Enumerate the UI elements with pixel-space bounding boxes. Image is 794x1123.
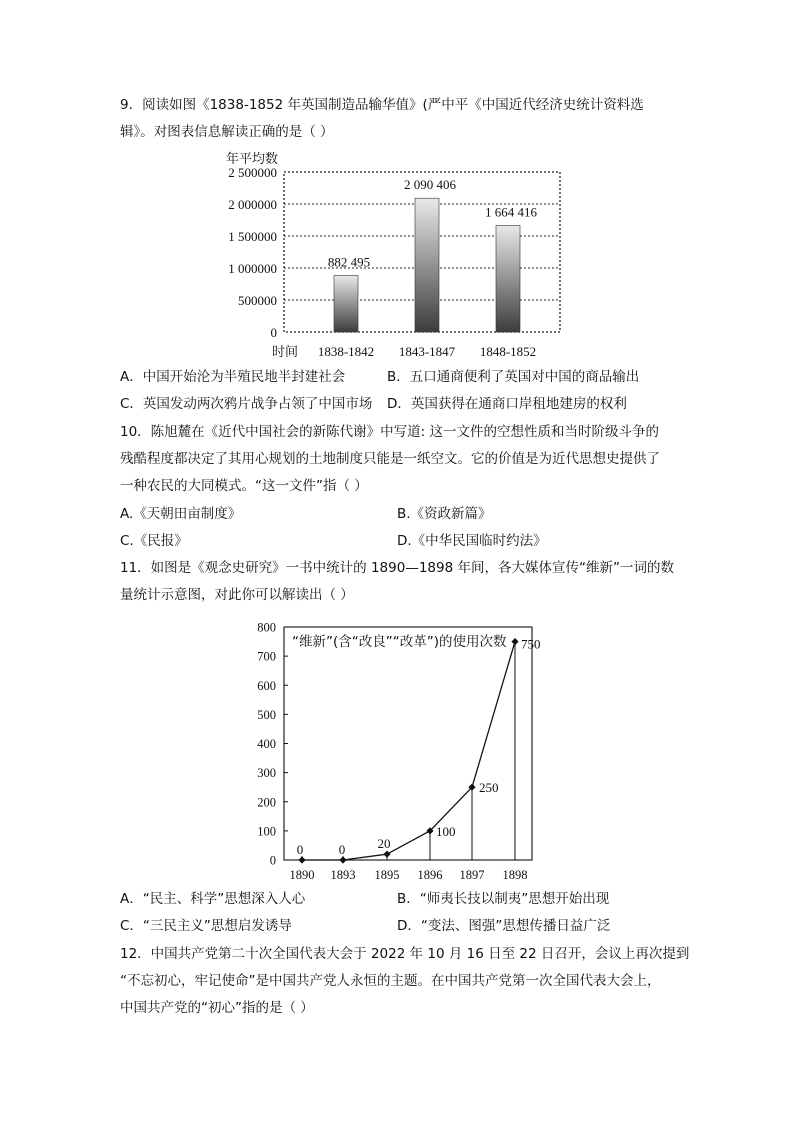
q9-option-d[interactable]: D．英国获得在通商口岸租地建房的权利 [387,396,627,412]
bar [415,198,439,332]
q9-option-b[interactable]: B．五口通商便利了英国对中国的商品输出 [387,369,640,385]
q11-option-a[interactable]: A．“民主、科学”思想深入人心 [120,891,306,907]
y-tick-label: 2 500000 [228,165,277,180]
q11-stem-line2: 量统计示意图，对此你可以解读出（ ） [120,587,354,603]
q10-stem-line3: 一种农民的大同模式。“这一文件”指（ ） [120,478,368,494]
x-tick-label: 1898 [502,868,528,882]
q9-stem-line1: 9．阅读如图《1838-1852 年英国制造品输华值》(严中平《中国近代经济史统计资料选 [120,97,644,113]
y-tick-label: 100 [257,824,276,839]
x-tick-label: 1896 [417,868,443,882]
q10-option-c[interactable]: C.《民报》 [120,533,188,549]
q12-stem-line2: “不忘初心，牢记使命”是中国共产党人永恒的主题。在中国共产党第一次全国代表大会上， [120,973,661,989]
y-tick-label: 2 000000 [228,197,277,212]
y-tick-label: 200 [257,795,276,810]
q11-option-b[interactable]: B．“师夷长技以制夷”思想开始出现 [397,891,610,907]
series-line [302,642,515,860]
q11-stem-line1: 11．如图是《观念史研究》一书中统计的 1890—1898 年间，各大媒体宣传“维新”一词的数 [120,560,674,576]
q12-stem-line3: 中国共产党的“初心”指的是（ ） [120,1000,314,1016]
y-tick-label: 1 500000 [228,229,277,244]
q9-stem-line2: 辑》。对图表信息解读正确的是（ ） [120,124,334,140]
x-tick-label: 1895 [374,868,400,882]
y-tick-label: 800 [257,620,276,635]
data-label: 100 [436,823,456,839]
x-tick-label: 1838-1842 [317,344,375,359]
q9-option-a[interactable]: A．中国开始沦为半殖民地半封建社会 [120,369,346,385]
chart-title: “维新”(含“改良”“改革”)的使用次数 [292,634,507,650]
bar-value-label: 2 090 406 [404,177,456,193]
x-tick-label: 1890 [289,868,315,882]
y-tick-label: 500000 [238,293,277,308]
y-tick-label: 400 [257,737,276,751]
data-point [511,638,518,645]
bar [496,225,520,332]
x-axis-label: 时间 [272,345,299,360]
x-tick-label: 1897 [459,868,485,882]
y-tick-label: 0 [270,325,277,340]
bar-value-label: 1 664 416 [485,204,537,220]
y-tick-label: 700 [257,649,276,664]
x-tick-label: 1843-1847 [398,344,456,359]
x-tick-label: 1893 [330,868,356,882]
plot-frame [284,627,532,860]
data-label: 20 [377,836,391,852]
q10-option-d[interactable]: D.《中华民国临时约法》 [397,533,547,549]
data-label: 0 [338,842,346,857]
q9-option-c[interactable]: C．英国发动两次鸦片战争占领了中国市场 [120,396,373,412]
q10-option-b[interactable]: B.《资政新篇》 [397,506,492,522]
q9-bar-chart [0,0,794,380]
q12-stem-line1: 12．中国共产党第二十次全国代表大会于 2022 年 10 月 16 日至 22 日召开，会议上再次提到 [120,946,690,962]
y-tick-label: 1 000000 [228,261,277,276]
q11-line-chart [0,600,794,890]
q11-option-d[interactable]: D．“变法、图强”思想传播日益广泛 [397,918,611,934]
y-tick-label: 0 [269,853,276,868]
q10-stem-line2: 残酷程度都决定了其用心规划的土地制度只能是一纸空文。它的价值是为近代思想史提供了 [120,451,660,467]
y-tick-label: 600 [257,678,276,693]
q11-option-c[interactable]: C．“三民主义”思想启发诱导 [120,918,292,934]
q10-stem-line1: 10．陈旭麓在《近代中国社会的新陈代谢》中写道: 这一文件的空想性质和当时阶级斗争的 [120,424,660,440]
data-label: 250 [479,780,499,796]
q10-option-a[interactable]: A.《天朝田亩制度》 [120,506,242,522]
data-label: 0 [296,842,304,857]
data-label: 750 [521,636,541,652]
bar-value-label: 882 495 [327,254,371,270]
y-tick-label: 500 [257,707,276,722]
x-tick-label: 1848-1852 [479,344,537,359]
y-tick-label: 300 [257,766,276,781]
bar [334,276,358,332]
y-axis-label: 年平均数 [226,152,279,167]
